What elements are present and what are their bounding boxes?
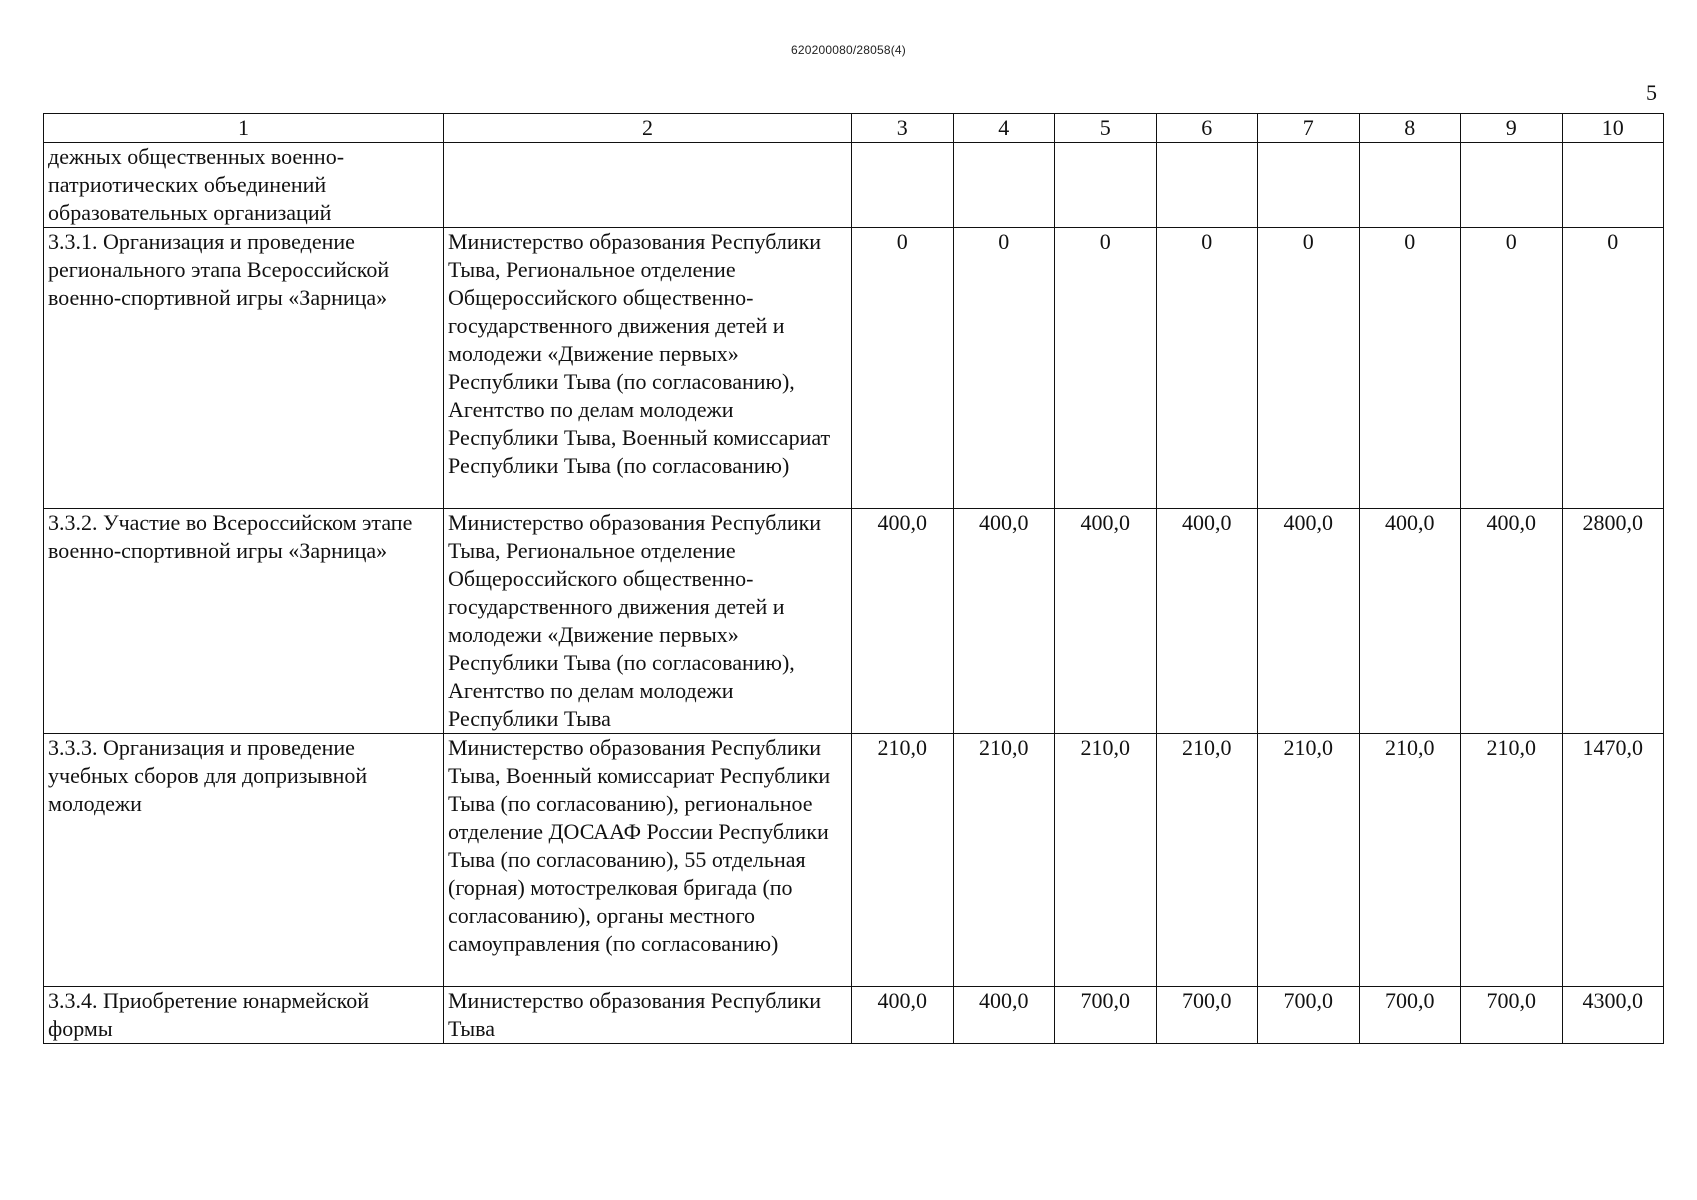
value-cell: 0 xyxy=(953,228,1055,509)
column-header: 8 xyxy=(1359,114,1461,143)
value-cell xyxy=(1461,143,1563,228)
value-cell xyxy=(1258,143,1360,228)
value-cell: 210,0 xyxy=(1055,734,1157,987)
table-row xyxy=(44,987,1664,1044)
total-cell: 1470,0 xyxy=(1562,734,1664,987)
value-cell: 0 xyxy=(1055,228,1157,509)
activity-name-cell: 3.3.3. Организация и проведение учебных сборов для допризывной молодежи xyxy=(44,734,444,987)
value-cell: 700,0 xyxy=(1359,987,1461,1044)
program-table xyxy=(43,113,1664,1044)
column-header: 6 xyxy=(1156,114,1258,143)
value-cell: 0 xyxy=(1461,228,1563,509)
executor-cell: Министерство образования Республики Тыва, Военный комиссариат Республики Тыва (по согласованию), региональное отделение ДОСААФ России Республики Тыва (по согласованию), 55 отдельная (горная) мотострелковая бригада (по согласованию), органы местного самоуправления (по согласованию) xyxy=(444,734,852,987)
value-cell: 210,0 xyxy=(852,734,954,987)
column-header: 2 xyxy=(444,114,852,143)
executor-cell xyxy=(444,143,852,228)
column-header: 7 xyxy=(1258,114,1360,143)
page-number: 5 xyxy=(1646,80,1657,105)
total-cell: 4300,0 xyxy=(1562,987,1664,1044)
value-cell: 700,0 xyxy=(1055,987,1157,1044)
total-cell: 0 xyxy=(1562,228,1664,509)
column-header: 1 xyxy=(44,114,444,143)
value-cell: 400,0 xyxy=(953,509,1055,734)
value-cell: 0 xyxy=(1258,228,1360,509)
column-header: 4 xyxy=(953,114,1055,143)
table-row xyxy=(44,509,1664,734)
value-cell: 400,0 xyxy=(852,987,954,1044)
activity-name-cell: 3.3.1. Организация и проведение регионального этапа Всероссийской военно-спортивной игры «Зарница» xyxy=(44,228,444,509)
value-cell: 210,0 xyxy=(1156,734,1258,987)
value-cell: 210,0 xyxy=(1258,734,1360,987)
value-cell: 210,0 xyxy=(1359,734,1461,987)
executor-cell: Министерство образования Республики Тыва, Региональное отделение Общероссийского общественно-государственного движения детей и молодежи «Движение первых» Республики Тыва (по согласованию), Агентство по делам молодежи Республики Тыва, Военный комиссариат Республики Тыва (по согласованию) xyxy=(444,228,852,509)
value-cell xyxy=(953,143,1055,228)
value-cell: 400,0 xyxy=(1055,509,1157,734)
value-cell: 400,0 xyxy=(1258,509,1360,734)
value-cell: 210,0 xyxy=(1461,734,1563,987)
table-row xyxy=(44,143,1664,228)
value-cell: 700,0 xyxy=(1258,987,1360,1044)
column-header: 9 xyxy=(1461,114,1563,143)
activity-name-cell: 3.3.4. Приобретение юнармейской формы xyxy=(44,987,444,1044)
value-cell xyxy=(1359,143,1461,228)
value-cell: 400,0 xyxy=(1156,509,1258,734)
value-cell: 400,0 xyxy=(1359,509,1461,734)
value-cell: 700,0 xyxy=(1461,987,1563,1044)
column-header: 10 xyxy=(1562,114,1664,143)
column-header: 3 xyxy=(852,114,954,143)
table-row xyxy=(44,228,1664,509)
value-cell: 700,0 xyxy=(1156,987,1258,1044)
total-cell: 2800,0 xyxy=(1562,509,1664,734)
value-cell: 0 xyxy=(1359,228,1461,509)
value-cell: 0 xyxy=(852,228,954,509)
value-cell: 400,0 xyxy=(1461,509,1563,734)
column-number-row xyxy=(44,114,1664,143)
column-header: 5 xyxy=(1055,114,1157,143)
table-row xyxy=(44,734,1664,987)
total-cell xyxy=(1562,143,1664,228)
document-code: 620200080/28058(4) xyxy=(790,43,907,57)
activity-name-cell: 3.3.2. Участие во Всероссийском этапе военно-спортивной игры «Зарница» xyxy=(44,509,444,734)
value-cell xyxy=(1055,143,1157,228)
executor-cell: Министерство образования Республики Тыва xyxy=(444,987,852,1044)
activity-name-cell: дежных общественных военно-патриотических объединений образовательных организаций xyxy=(44,143,444,228)
value-cell: 210,0 xyxy=(953,734,1055,987)
value-cell: 400,0 xyxy=(852,509,954,734)
executor-cell: Министерство образования Республики Тыва, Региональное отделение Общероссийского общественно-государственного движения детей и молодежи «Движение первых» Республики Тыва (по согласованию), Агентство по делам молодежи Республики Тыва xyxy=(444,509,852,734)
value-cell: 0 xyxy=(1156,228,1258,509)
value-cell: 400,0 xyxy=(953,987,1055,1044)
value-cell xyxy=(852,143,954,228)
value-cell xyxy=(1156,143,1258,228)
